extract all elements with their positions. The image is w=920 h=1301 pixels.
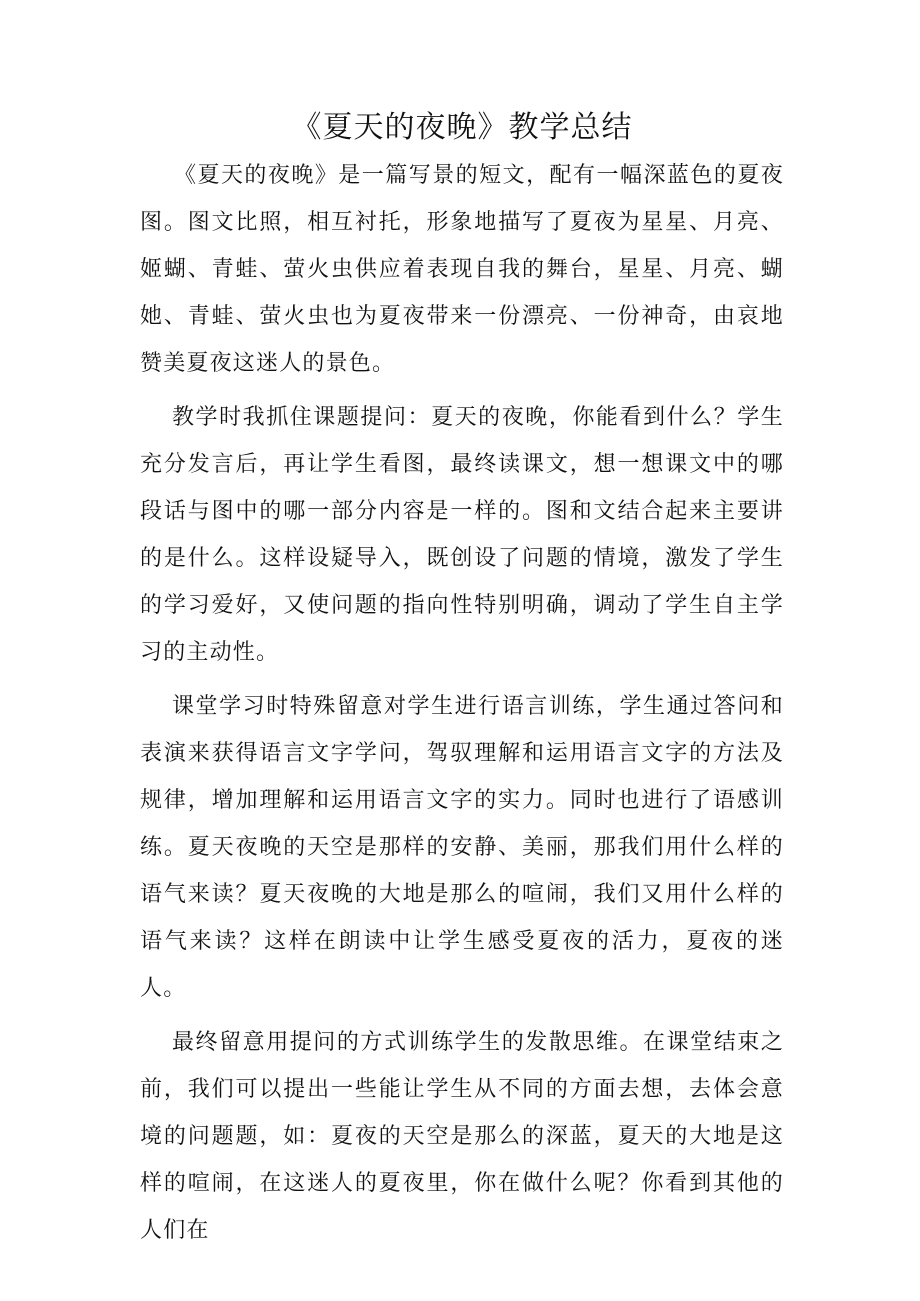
- paragraph-1: 《夏天的夜晚》是一篇写景的短文，配有一幅深蓝色的夏夜图。图文比照，相互衬托，形象地描写了夏夜为星星、月亮、姬蝴、青蛙、萤火虫供应着表现自我的舞台，星星、月亮、蝴她、青蛙、萤火虫也为夏夜带来一份漂亮、一份神奇，由哀地赞美夏夜这迷人的景色。: [140, 163, 784, 376]
- paragraph-2: 教学时我抓住课题提问：夏天的夜晚，你能看到什么？学生充分发言后，再让学生看图，最终读课文，想一想课文中的哪段话与图中的哪一部分内容是一样的。图和文结合起来主要讲的是什么。这样设疑导入，既创设了问题的情境，激发了学生的学习爱好，又使问题的指向性特别明确，调动了学生自主学习的主动性。: [140, 405, 784, 665]
- paragraph-3: 课堂学习时特殊留意对学生进行语言训练，学生通过答问和表演来获得语言文字学问，驾驭理解和运用语言文字的方法及规律，增加理解和运用语言文字的实力。同时也进行了语感训练。夏天夜晚的天空是那样的安静、美丽，那我们用什么样的语气来读？夏天夜晚的大地是那么的喧闹，我们又用什么样的语气来读？这样在朗读中让学生感受夏夜的活力，夏夜的迷人。: [140, 694, 784, 1001]
- paragraph-4: 最终留意用提问的方式训练学生的发散思维。在课堂结束之前，我们可以提出一些能让学生从不同的方面去想，去体会意境的问题题，如：夏夜的天空是那么的深蓝，夏天的大地是这样的喧闹，在这迷人的夏夜里，你在做什么呢？你看到其他的人们在: [140, 1030, 784, 1243]
- document-title: 《夏天的夜晚》教学总结: [291, 110, 633, 145]
